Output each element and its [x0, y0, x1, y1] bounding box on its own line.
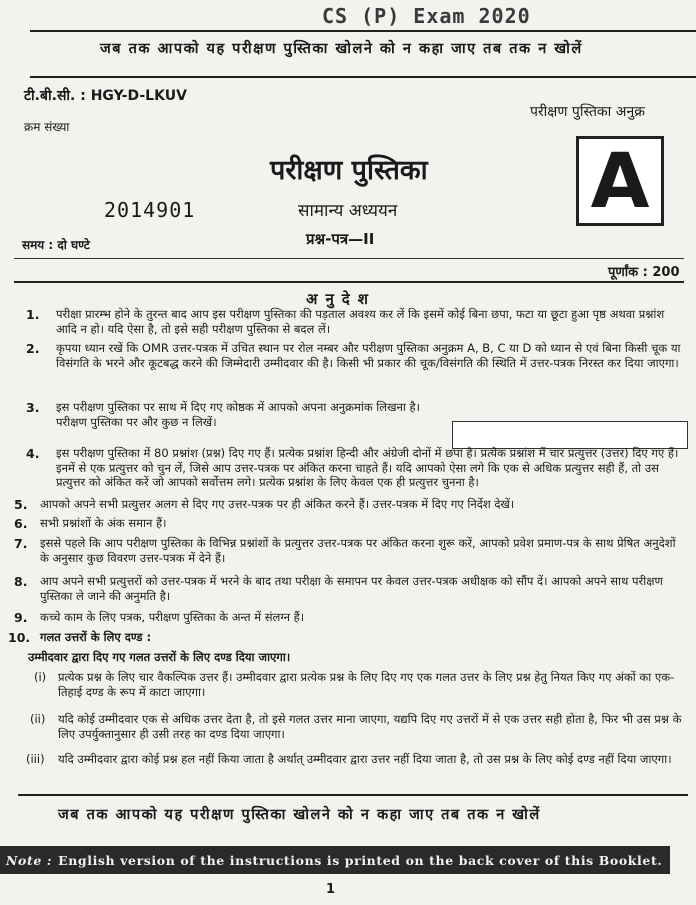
instruction-text: इससे पहले कि आप परीक्षण पुस्तिका के विभिन्न प्रश्नांशों के प्रत्युत्तर उत्तर-पत्रक पर अंकित करना शुरू करें, आपको प्रवेश प्रमाण-पत्र के साथ प्रेषित अनुदेशों के अनुसार कुछ विवरण उत्तर-पत्रक में देने हैं। — [40, 536, 676, 565]
serial-label: क्रम संख्या — [24, 120, 70, 134]
instruction-number: 5. — [14, 497, 28, 512]
penalty-text: यदि कोई उम्मीदवार एक से अधिक उत्तर देता है, तो इसे गलत उत्तर माना जाएगा, यद्यपि दिए गए उत्तरों में से एक उत्तर सही होता है, फिर भी उस प्रश्न के लिए उपर्युक्तानुसार ही उसी तरह का दण्ड दिया जाएगा। — [58, 712, 682, 741]
roll-number-box[interactable] — [452, 421, 688, 449]
instruction-number: 8. — [14, 574, 28, 589]
instruction-text: इस परीक्षण पुस्तिका में 80 प्रश्नांश (प्रश्न) दिए गए हैं। प्रत्येक प्रश्नांश हिन्दी और अंग्रेजी दोनों में छपा है। प्रत्येक प्रश्नांश में चार प्रत्युत्तर (उत्तर) दिए गए हैं। इनमें से एक प्रत्युत्तर को चुन लें, जिसे आप उत्तर-पत्रक पर अंकित करना चाहते हैं। यदि आपको ऐसा लगे कि एक से अधिक प्रत्युत्तर सही हैं, तो उस प्रत्युत्तर को अंकित करें जो आपको सर्वोत्तम लगे। प्रत्येक प्रश्नांश के लिए केवल एक ही प्रत्युत्तर चुनना है। — [56, 446, 679, 489]
penalty-number: (i) — [34, 670, 47, 684]
instruction-text: आपको अपने सभी प्रत्युत्तर अलग से दिए गए उत्तर-पत्रक पर ही अंकित करने हैं। उत्तर-पत्रक में दिए गए निर्देश देखें। — [40, 497, 515, 511]
page-number: 1 — [326, 882, 336, 897]
instruction-number: 3. — [26, 400, 40, 415]
penalty-number: (ii) — [30, 712, 46, 726]
series-badge — [576, 136, 664, 226]
booklet-title: परीक्षण पुस्तिका — [270, 155, 428, 186]
instructions-rule — [14, 281, 684, 283]
instruction-text: कच्चे काम के लिए पत्रक, परीक्षण पुस्तिका के अन्त में संलग्न हैं। — [40, 610, 305, 624]
top-rule — [30, 30, 696, 32]
instruction-number: 1. — [26, 307, 40, 322]
penalty-number: (iii) — [26, 752, 45, 766]
serial-number: 2014901 — [104, 198, 196, 222]
instruction-text: आप अपने सभी प्रत्युत्तरों को उत्तर-पत्रक में भरने के बाद तथा परीक्षा के समापन पर केवल उत्तर-पत्रक अधीक्षक को सौंप दें। आपको अपने साथ परीक्षण पुस्तिका ले जाने की अनुमति है। — [40, 574, 663, 603]
instruction-text: सभी प्रश्नांशों के अंक समान हैं। — [40, 516, 167, 530]
instruction-text: गलत उत्तरों के लिए दण्ड : — [40, 630, 152, 644]
instruction-number: 10. — [8, 630, 31, 645]
note-label: Note : — [6, 852, 53, 868]
instruction-number: 4. — [26, 446, 40, 461]
instruction-text: कृपया ध्यान रखें कि OMR उत्तर-पत्रक में उचित स्थान पर रोल नम्बर और परीक्षण पुस्तिका अनुक्रम A, B, C या D को ध्यान से एवं बिना किसी चूक या विसंगति के भरने और कूटबद्ध करने की जिम्मेदारी उम्मीदवार की है। किसी भी प्रकार की चूक/विसंगति की स्थिति में उत्तर-पत्रक निरस्त कर दिया जाएगा। — [56, 341, 681, 370]
note-text: English version of the instructions is printed on the back cover of this Booklet. — [58, 852, 663, 868]
instruction-number: 9. — [14, 610, 28, 625]
instruction-number: 2. — [26, 341, 40, 356]
exam-duration: समय : दो घण्टे — [22, 238, 90, 252]
booklet-subtitle: सामान्य अध्ययन — [298, 201, 398, 221]
paper-number: प्रश्न-पत्र—II — [306, 230, 375, 248]
instruction-text: इस परीक्षण पुस्तिका पर साथ में दिए गए कोष्ठक में आपको अपना अनुक्रमांक लिखना है। परीक्षण पुस्तिका पर और कुछ न लिखें। — [56, 400, 420, 429]
exam-title: CS (P) Exam 2020 — [322, 4, 531, 28]
total-marks: पूर्णांक : 200 — [608, 265, 680, 280]
bottom-warning: जब तक आपको यह परीक्षण पुस्तिका खोलने को न कहा जाए तब तक न खोलें — [58, 807, 541, 823]
series-letter: A — [590, 136, 650, 225]
penalty-text: प्रत्येक प्रश्न के लिए चार वैकल्पिक उत्तर हैं। उम्मीदवार द्वारा प्रत्येक प्रश्न के लिए दिए गए एक गलत उत्तर के लिए प्रश्न हेतु नियत किए गए अंकों का एक-तिहाई दण्ड के रूप में काटा जाएगा। — [58, 670, 675, 699]
english-note-bar — [0, 846, 670, 874]
top-warning-rule — [30, 76, 696, 78]
instructions-heading: अनुदेश — [306, 290, 376, 308]
tbc-code: टी.बी.सी. : HGY-D-LKUV — [24, 88, 187, 104]
header-rule — [14, 258, 684, 259]
top-warning: जब तक आपको यह परीक्षण पुस्तिका खोलने को न कहा जाए तब तक न खोलें — [100, 41, 583, 57]
instruction-number: 6. — [14, 516, 28, 531]
instruction-text: परीक्षा प्रारम्भ होने के तुरन्त बाद आप इस परीक्षण पुस्तिका की पड़ताल अवश्य कर लें कि इसमें कोई बिना छपा, फटा या छूटा हुआ पृष्ठ अथवा प्रश्नांश आदि न हो। यदि ऐसा है, तो इसे सही परीक्षण पुस्तिका से बदल लें। — [56, 307, 665, 336]
bottom-rule — [18, 794, 688, 796]
penalty-text: यदि उम्मीदवार द्वारा कोई प्रश्न हल नहीं किया जाता है अर्थात् उम्मीदवार द्वारा उत्तर नहीं दिया जाता है, तो उस प्रश्न के लिए कोई दण्ड नहीं दिया जाएगा। — [58, 752, 672, 766]
instruction-number: 7. — [14, 536, 28, 551]
penalty-intro: उम्मीदवार द्वारा दिए गए गलत उत्तरों के लिए दण्ड दिया जाएगा। — [28, 650, 291, 664]
serial-label-right: परीक्षण पुस्तिका अनुक्र — [530, 104, 645, 120]
